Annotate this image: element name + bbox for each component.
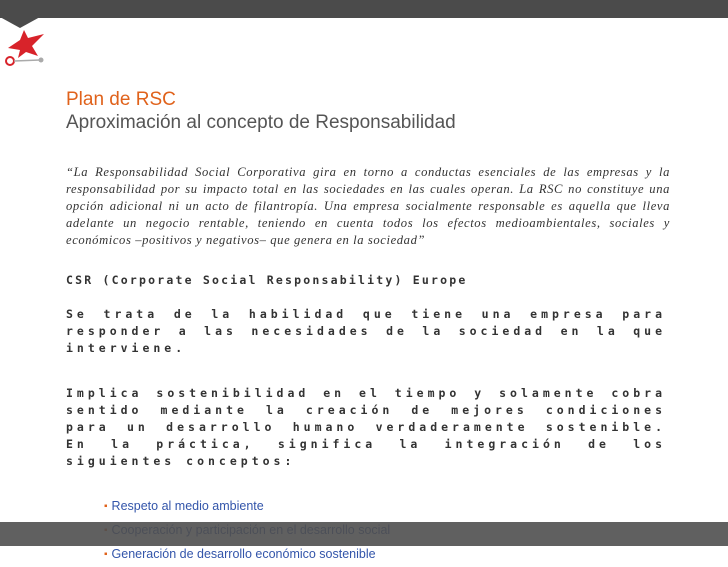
bullet-icon: ▪: [104, 549, 108, 560]
bottom-bar: [0, 522, 728, 546]
list-item-label: Respeto al medio ambiente: [111, 499, 264, 513]
slide-subtitle: Aproximación al concepto de Responsabilidad: [66, 112, 456, 133]
logo-icon: [0, 26, 50, 71]
top-bar: [0, 0, 728, 18]
list-item: [104, 543, 390, 567]
list-item: [104, 495, 390, 519]
sustainability-paragraph: Implica sostenibilidad en el tiempo y solamente cobra sentido mediante la creación de mejores condiciones para un desarrollo humano verdaderamente sostenible. En la práctica, significa la integración de los siguientes conceptos:: [66, 386, 666, 468]
slide-title: Plan de RSC: [66, 89, 176, 110]
csr-quote: “La Responsabilidad Social Corporativa gira en torno a conductas esenciales de las empresas y la responsabilidad por su impacto total en las sociedades en las cuales operan. La RSC no constituye una opción adicional ni un acto de filantropía. Una empresa socialmente responsable es aquella que lleva adelante un negocio rentable, teniendo en cuenta todos los efectos medioambientales, sociales y económicos –positivos y negativos– que genera en la sociedad”: [66, 165, 670, 247]
quote-source: CSR (Corporate Social Responsability) Europe: [66, 273, 468, 287]
list-item-label: Generación de desarrollo económico sostenible: [111, 547, 376, 561]
bullet-icon: ▪: [104, 501, 108, 512]
definition-paragraph: Se trata de la habilidad que tiene una empresa para responder a las necesidades de la sociedad en la que interviene.: [66, 307, 666, 355]
